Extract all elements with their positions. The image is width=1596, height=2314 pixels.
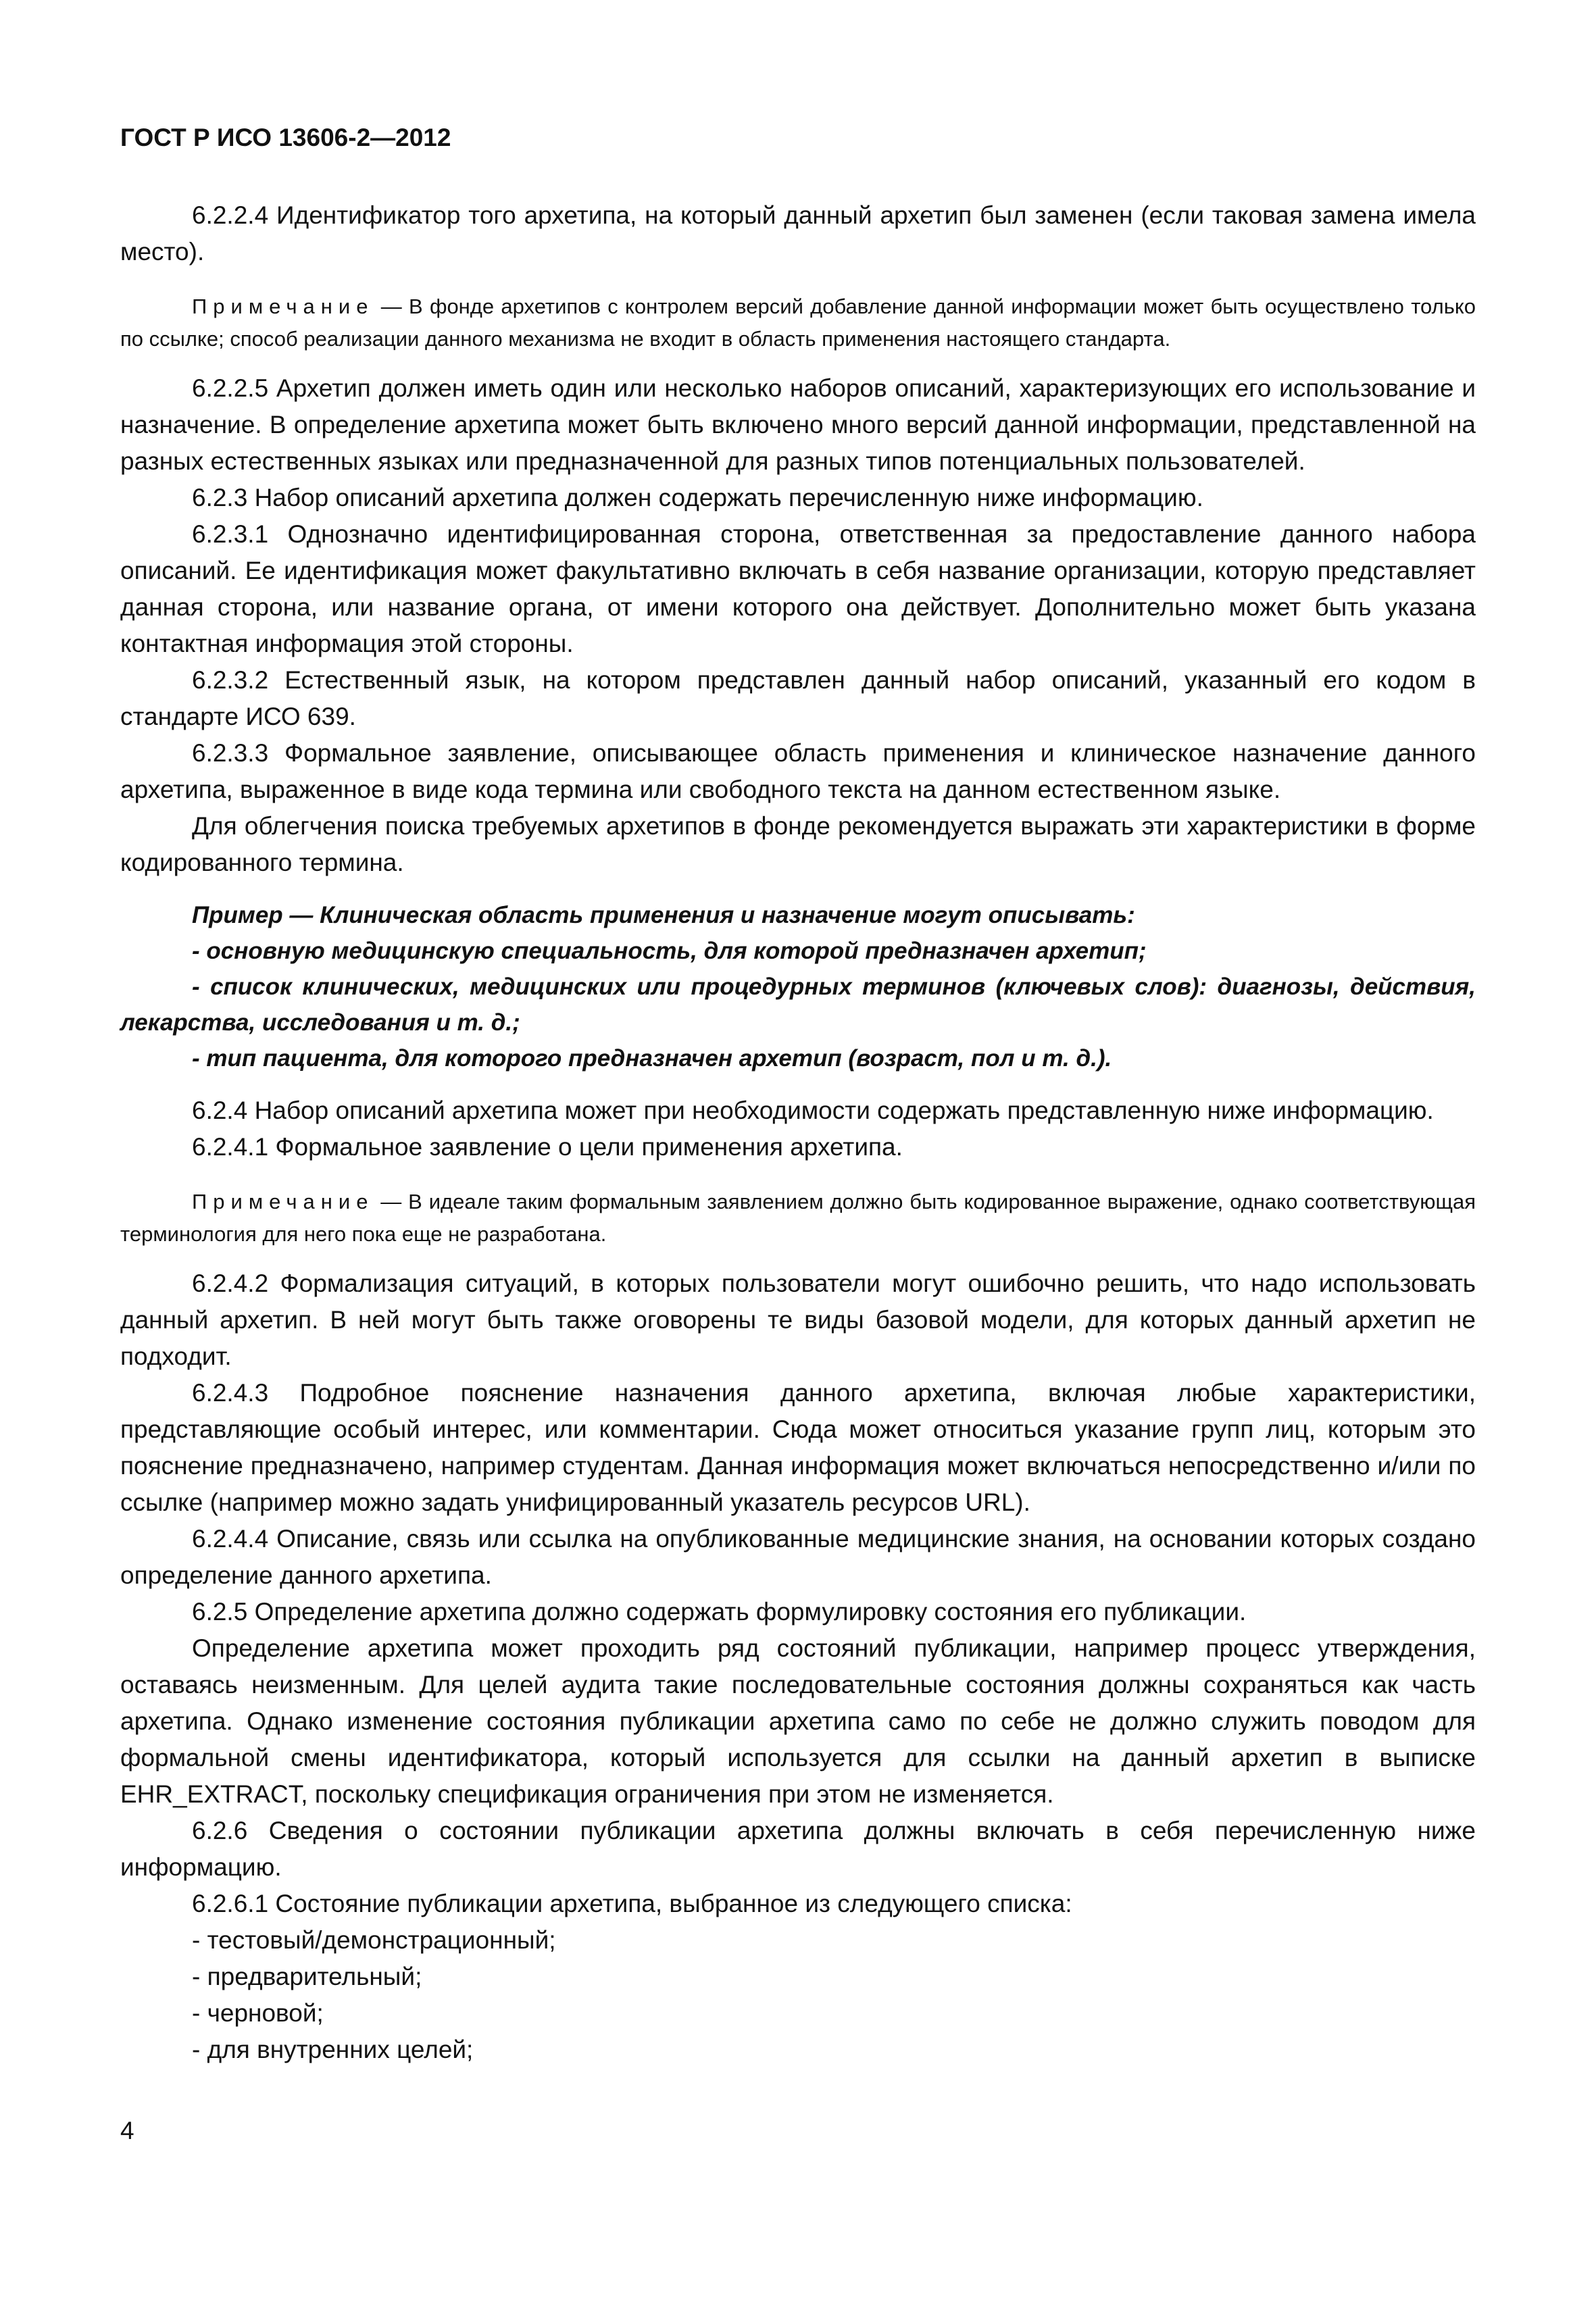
list-item: - черновой;	[192, 1999, 324, 2027]
list-item: - для внутренних целей;	[192, 2036, 474, 2063]
note-1	[120, 291, 1476, 355]
page-number: 4	[120, 2117, 134, 2144]
paragraph-6-2-4-1: 6.2.4.1 Формальное заявление о цели применения архетипа.	[192, 1133, 903, 1161]
page-header-standard: ГОСТ Р ИСО 13606-2—2012	[120, 124, 451, 151]
paragraph-6-2-3-3: 6.2.3.3 Формальное заявление, описывающее область применения и клиническое назначение данного архетипа, выраженное в виде кода термина или свободного текста на данном естественном языке.	[120, 739, 1476, 803]
paragraph-6-2-2-5: 6.2.2.5 Архетип должен иметь один или несколько наборов описаний, характеризующих его использование и назначение. В определение архетипа может быть включено много версий данной информации, представленной на разных естественных языках или предназначенной для разных типов потенциальных пользователей.	[120, 374, 1476, 475]
paragraph-6-2-5: 6.2.5 Определение архетипа должно содержать формулировку состояния его публикации.	[192, 1598, 1247, 1626]
note-text: — В фонде архетипов с контролем версий добавление данной информации может быть осуществлено только по ссылке; способ реализации данного механизма не входит в область применения настоящего стандарта.	[120, 295, 1476, 351]
paragraph-6-2-4-4: 6.2.4.4 Описание, связь или ссылка на опубликованные медицинские знания, на основании которых создано определение данного архетипа.	[120, 1525, 1476, 1589]
list-item: - предварительный;	[192, 1963, 422, 1990]
paragraph-6-2-4-2: 6.2.4.2 Формализация ситуаций, в которых пользователи могут ошибочно решить, что надо использовать данный архетип. В ней могут быть также оговорены те виды базовой модели, для которых данный архетип не подходит.	[120, 1269, 1476, 1370]
note-text: — В идеале таким формальным заявлением должно быть кодированное выражение, однако соответствующая терминология для него пока еще не разработана.	[120, 1190, 1476, 1246]
paragraph-publication-states: Определение архетипа может проходить ряд состояний публикации, например процесс утверждения, оставаясь неизменным. Для целей аудита такие последовательные состояния должны сохраняться как часть архетипа. Однако изменение состояния публикации архетипа само по себе не должно служить поводом для формальной смены идентификатора, который используется для ссылки на данный архетип в выписке EHR_EXTRACT, поскольку спецификация ограничения при этом не изменяется.	[120, 1634, 1476, 1808]
paragraph-6-2-2-4: 6.2.2.4 Идентификатор того архетипа, на который данный архетип был заменен (если таковая замена имела место).	[120, 201, 1476, 266]
example-line: - список клинических, медицинских или процедурных терминов (ключевых слов): диагнозы, действия, лекарства, исследования и т. д.;	[120, 974, 1476, 1036]
example-line: - основную медицинскую специальность, для которой предназначен архетип;	[192, 938, 1147, 964]
document-body	[120, 197, 1476, 2068]
note-label: Примечание	[192, 1190, 374, 1213]
example-block	[120, 897, 1476, 1076]
paragraph-6-2-4: 6.2.4 Набор описаний архетипа может при необходимости содержать представленную ниже информацию.	[192, 1097, 1434, 1124]
paragraph-6-2-3-2: 6.2.3.2 Естественный язык, на котором представлен данный набор описаний, указанный его кодом в стандарте ИСО 639.	[120, 666, 1476, 730]
paragraph-6-2-6: 6.2.6 Сведения о состоянии публикации архетипа должны включать в себя перечисленную ниже информацию.	[120, 1817, 1476, 1881]
paragraph-6-2-3: 6.2.3 Набор описаний архетипа должен содержать перечисленную ниже информацию.	[192, 484, 1203, 511]
example-line: - тип пациента, для которого предназначен архетип (возраст, пол и т. д.).	[192, 1045, 1112, 1072]
paragraph-search-recommendation: Для облегчения поиска требуемых архетипов в фонде рекомендуется выражать эти характеристики в форме кодированного термина.	[120, 812, 1476, 876]
paragraph-6-2-6-1: 6.2.6.1 Состояние публикации архетипа, выбранное из следующего списка:	[192, 1890, 1072, 1917]
list-item: - тестовый/демонстрационный;	[192, 1926, 556, 1954]
example-line: Пример — Клиническая область применения и назначение могут описывать:	[192, 902, 1135, 928]
note-2	[120, 1186, 1476, 1251]
paragraph-6-2-3-1: 6.2.3.1 Однозначно идентифицированная сторона, ответственная за предоставление данного набора описаний. Ее идентификация может факультативно включать в себя название организации, которую представляет данная сторона, или название органа, от имени которого она действует. Дополнительно может быть указана контактная информация этой стороны.	[120, 520, 1476, 657]
note-label: Примечание	[192, 295, 374, 318]
paragraph-6-2-4-3: 6.2.4.3 Подробное пояснение назначения данного архетипа, включая любые характеристики, представляющие особый интерес, или комментарии. Сюда может относиться указание групп лиц, которым это пояснение предназначено, например студентам. Данная информация может включаться непосредственно и/или по ссылке (например можно задать унифицированный указатель ресурсов URL).	[120, 1379, 1476, 1516]
